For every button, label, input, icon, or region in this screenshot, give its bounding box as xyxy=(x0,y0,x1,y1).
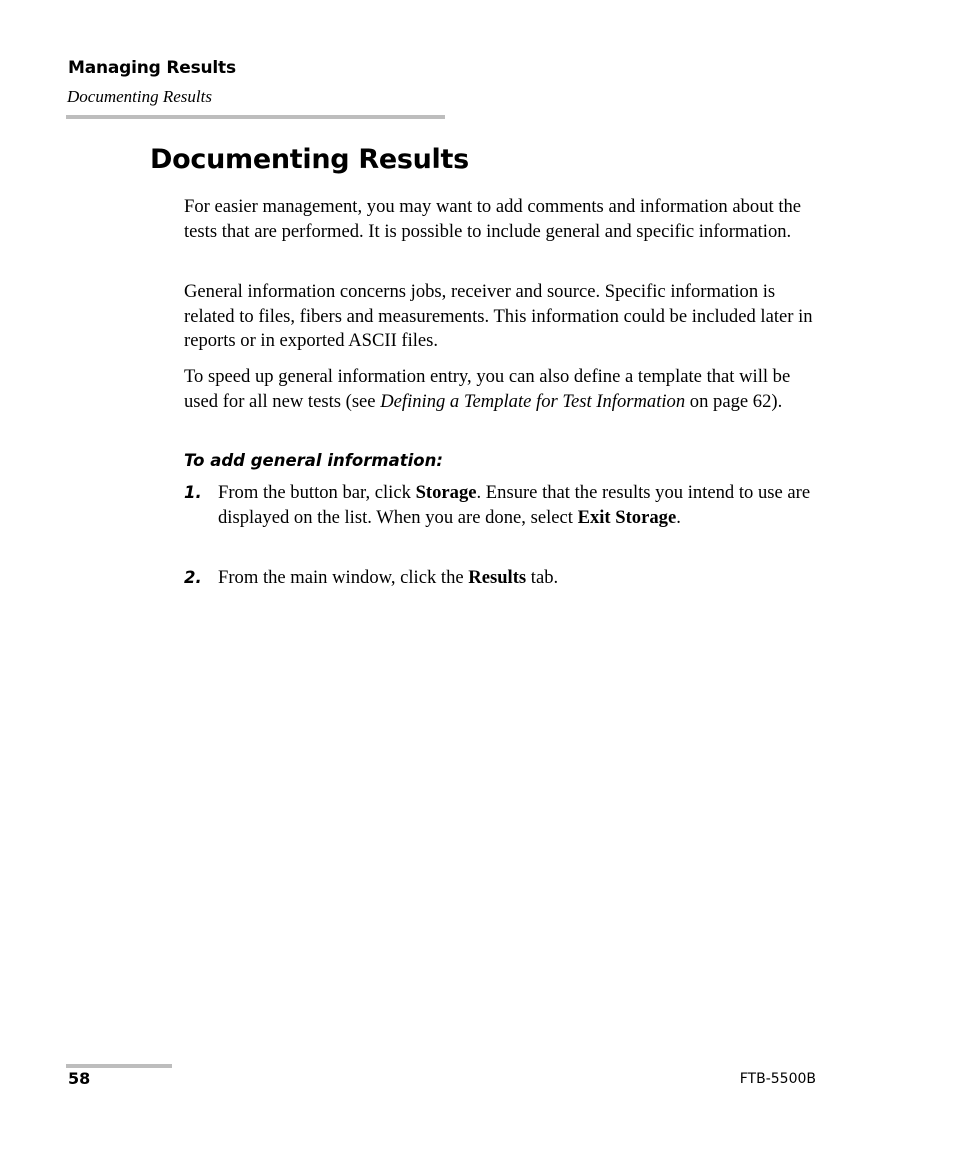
paragraph-general-info: General information concerns jobs, receiver and source. Specific information is related to files, fibers and measurements. This information could be included later in reports or in exported ASCII files. xyxy=(184,281,813,352)
paragraph-template-text-after: on page 62). xyxy=(685,390,783,412)
template-cross-reference-link[interactable]: Defining a Template for Test Information xyxy=(380,390,686,412)
step-number: 2. xyxy=(184,568,202,587)
step-text xyxy=(218,481,818,530)
step-ui-term-results: Results xyxy=(468,567,527,588)
footer-divider xyxy=(66,1064,172,1068)
page-title: Documenting Results xyxy=(150,144,469,175)
step-text-part: . Ensure that the results you intend to use are displayed on the list. When you are done, select xyxy=(218,482,811,528)
paragraph-template xyxy=(184,365,824,414)
procedure-heading: To add general information: xyxy=(184,451,443,470)
step-ui-term-exit-storage: Exit Storage xyxy=(577,506,677,528)
step-text-part: tab. xyxy=(526,567,559,588)
paragraph-intro: For easier management, you may want to add comments and information about the tests that are performed. It is possible to include general and specific information. xyxy=(184,196,802,242)
header-divider xyxy=(66,115,445,119)
step-text-part: From the main window, click the xyxy=(218,567,469,588)
step-text-part: From the button bar, click xyxy=(218,482,416,503)
page-number: 58 xyxy=(68,1069,91,1088)
product-model: FTB-5500B xyxy=(739,1071,816,1087)
running-header-section: Documenting Results xyxy=(67,87,212,106)
paragraph-template-text-before: To speed up general information entry, you can also define a template that will be used for all new tests (see xyxy=(184,366,791,412)
step-text-part: . xyxy=(676,506,681,528)
running-header-chapter: Managing Results xyxy=(68,58,236,78)
step-text xyxy=(218,566,818,591)
step-number: 1. xyxy=(184,483,202,502)
step-ui-term-storage: Storage xyxy=(415,482,477,503)
